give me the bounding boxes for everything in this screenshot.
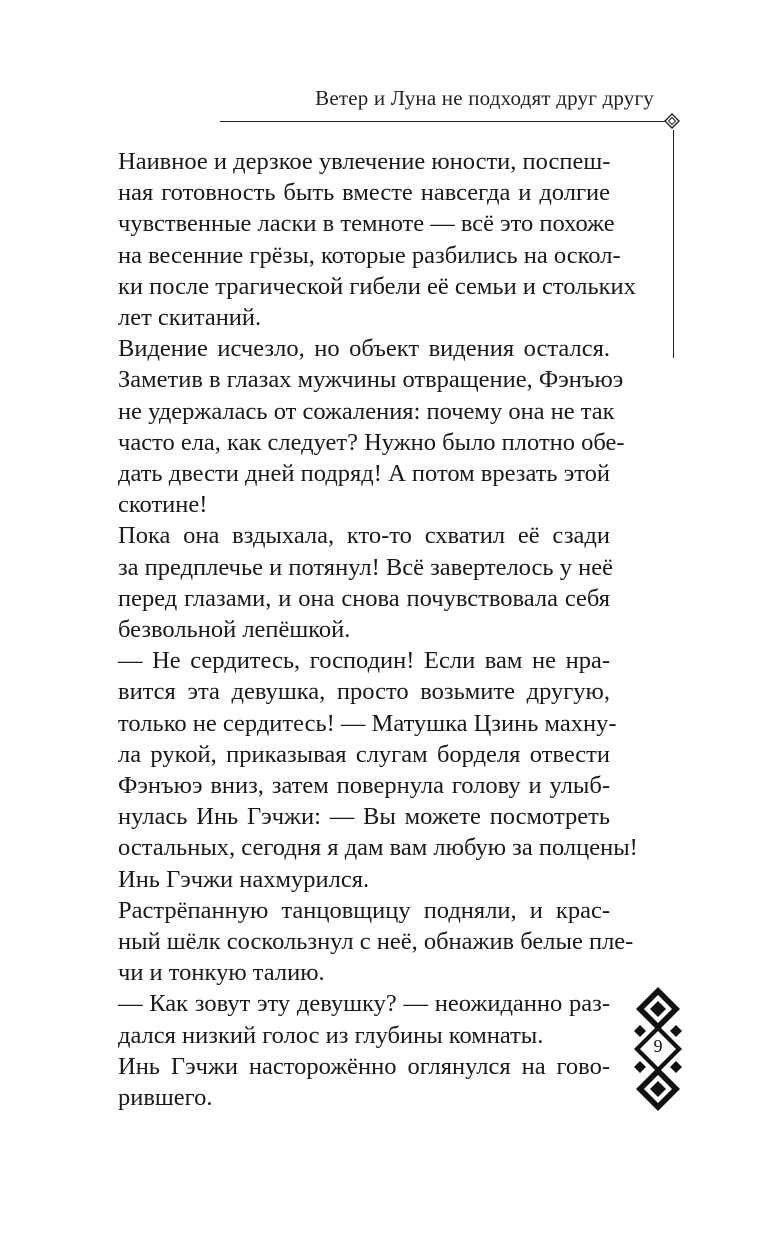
text-line: остальных, сегодня я дам вам любую за полцены! [118, 834, 638, 862]
margin-rule [673, 130, 674, 358]
text-line: рившего. [118, 1084, 213, 1112]
text-line: — Не сердитесь, господин! Если вам не нра- [118, 647, 610, 675]
text-line: Заметив в глазах мужчины отвращение, Фэнъюэ [118, 366, 624, 394]
text-line: нулась Инь Гэчжи: — Вы можете посмотреть [118, 803, 610, 831]
header-rule [220, 121, 667, 122]
text-line: лет скитаний. [118, 304, 262, 332]
text-line: Видение исчезло, но объект видения остался. [118, 335, 610, 363]
text-line: Растрёпанную танцовщицу подняли, и крас- [118, 896, 610, 924]
paragraph [118, 333, 625, 520]
text-line: только не сердитесь! — Матушка Цзинь махну- [118, 709, 617, 737]
text-line: чувственные ласки в темноте — всё это похоже [118, 210, 615, 238]
text-line: Пока она вздыхала, кто-то схватил её сзади [118, 522, 610, 550]
text-line: дался низкий голос из глубины комнаты. [118, 1021, 544, 1049]
paragraph [118, 146, 636, 333]
text-line: Инь Гэчжи насторожённо оглянулся на гово- [118, 1052, 610, 1080]
text-line: часто ела, как следует? Нужно было плотно обе- [118, 428, 625, 456]
text-line: Наивное и дерзкое увлечение юности, поспеш- [118, 148, 611, 175]
paragraph [118, 864, 610, 895]
paragraph [118, 1051, 610, 1113]
text-line: ки после трагической гибели её семьи и стольких [118, 272, 636, 300]
paragraph [118, 520, 613, 645]
diamond-ornament-icon [664, 113, 680, 129]
text-line: перед глазами, и она снова почувствовала себя [118, 584, 610, 612]
paragraph [118, 645, 638, 863]
paragraph [118, 988, 610, 1050]
text-line: ная готовность быть вместе навсегда и долгие [118, 179, 610, 207]
text-line: — Как зовут эту девушку? — неожиданно раз- [118, 990, 610, 1018]
page-number: 9 [653, 1036, 663, 1056]
text-line: безвольной лепёшкой. [118, 616, 351, 644]
text-line: дать двести дней подряд! А потом врезать этой [118, 460, 610, 488]
text-line: вится эта девушка, просто возьмите другую, [118, 678, 610, 706]
text-line: чи и тонкую талию. [118, 959, 325, 987]
page-body [118, 146, 638, 1113]
paragraph [118, 895, 634, 989]
text-line: не удержалась от сожаления: почему она не так [118, 397, 615, 425]
text-line: скотине! [118, 491, 208, 519]
text-line: за предплечье и потянул! Всё завертелось у неё [118, 553, 613, 581]
text-line: ла рукой, приказывая слугам борделя отвести [118, 740, 610, 768]
running-title: Ветер и Луна не подходят друг другу [315, 86, 654, 110]
text-line: на весенние грёзы, которые разбились на оскол- [118, 241, 621, 269]
text-line: ный шёлк соскользнул с неё, обнажив белые пле- [118, 928, 634, 956]
text-line: Фэнъюэ вниз, затем повернула голову и улыб- [118, 772, 610, 800]
text-line: Инь Гэчжи нахмурился. [118, 865, 370, 893]
